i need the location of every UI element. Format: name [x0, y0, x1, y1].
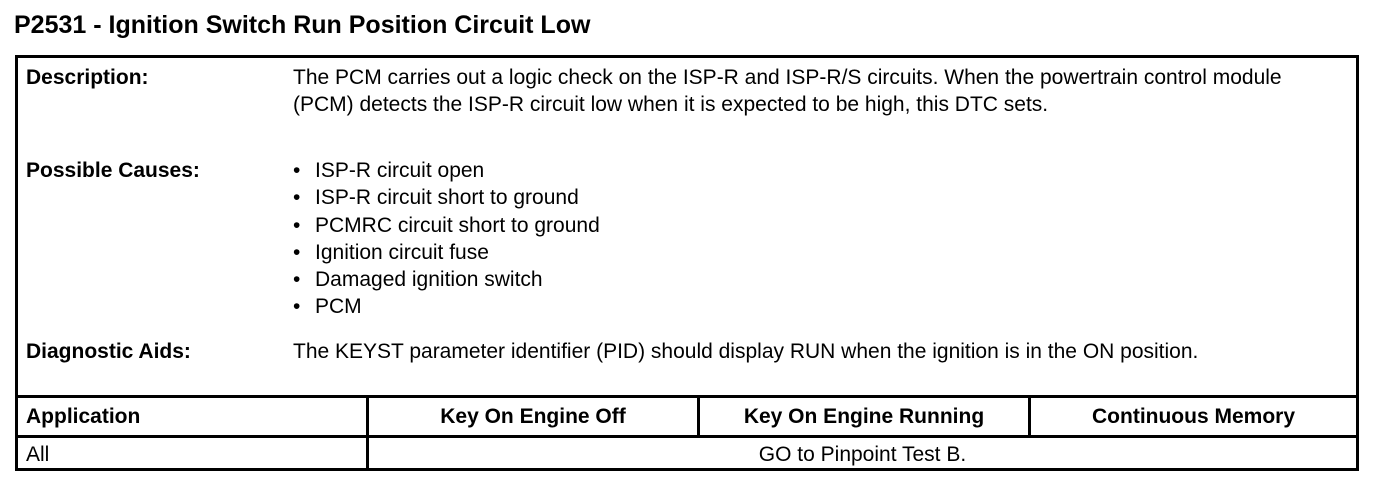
- list-item: • PCMRC circuit short to ground: [293, 212, 1336, 239]
- list-item: • ISP-R circuit short to ground: [293, 184, 1336, 211]
- table-header-application: Application: [18, 398, 369, 435]
- possible-causes-list: [293, 157, 1336, 321]
- bullet-icon: •: [293, 268, 301, 292]
- bullet-icon: •: [293, 240, 301, 264]
- table-cell-application: All: [18, 438, 369, 471]
- possible-causes-label: Possible Causes:: [26, 159, 200, 182]
- list-item: • PCM: [293, 293, 1336, 320]
- diagnostic-aids-label: Diagnostic Aids:: [26, 340, 191, 363]
- table-cell-action: GO to Pinpoint Test B.: [758, 443, 967, 466]
- list-item: • Ignition circuit fuse: [293, 239, 1336, 266]
- possible-causes-list-container: [293, 157, 1336, 321]
- list-item: • Damaged ignition switch: [293, 266, 1336, 293]
- dtc-info-box: [15, 55, 1359, 471]
- description-label: Description:: [26, 66, 149, 89]
- table-header-koeo: Key On Engine Off: [369, 398, 700, 435]
- list-item: • ISP-R circuit open: [293, 157, 1336, 184]
- bullet-icon: •: [293, 295, 301, 319]
- bullet-icon: •: [293, 186, 301, 210]
- bullet-icon: •: [293, 213, 301, 237]
- table-header-continuous-memory: Continuous Memory: [1092, 405, 1295, 428]
- page-title: P2531 - Ignition Switch Run Position Circuit Low: [14, 11, 591, 39]
- diagnostic-aids-text: The KEYST parameter identifier (PID) should display RUN when the ignition is in the ON position.: [293, 340, 1199, 363]
- description-text: The PCM carries out a logic check on the ISP-R and ISP-R/S circuits. When the powertrain control module (PCM) detects the ISP-R circuit low when it is expected to be high, this DTC sets.: [293, 66, 1282, 116]
- test-table: [18, 395, 1356, 468]
- bullet-icon: •: [293, 159, 301, 182]
- table-header-koer: Key On Engine Running: [700, 398, 1031, 435]
